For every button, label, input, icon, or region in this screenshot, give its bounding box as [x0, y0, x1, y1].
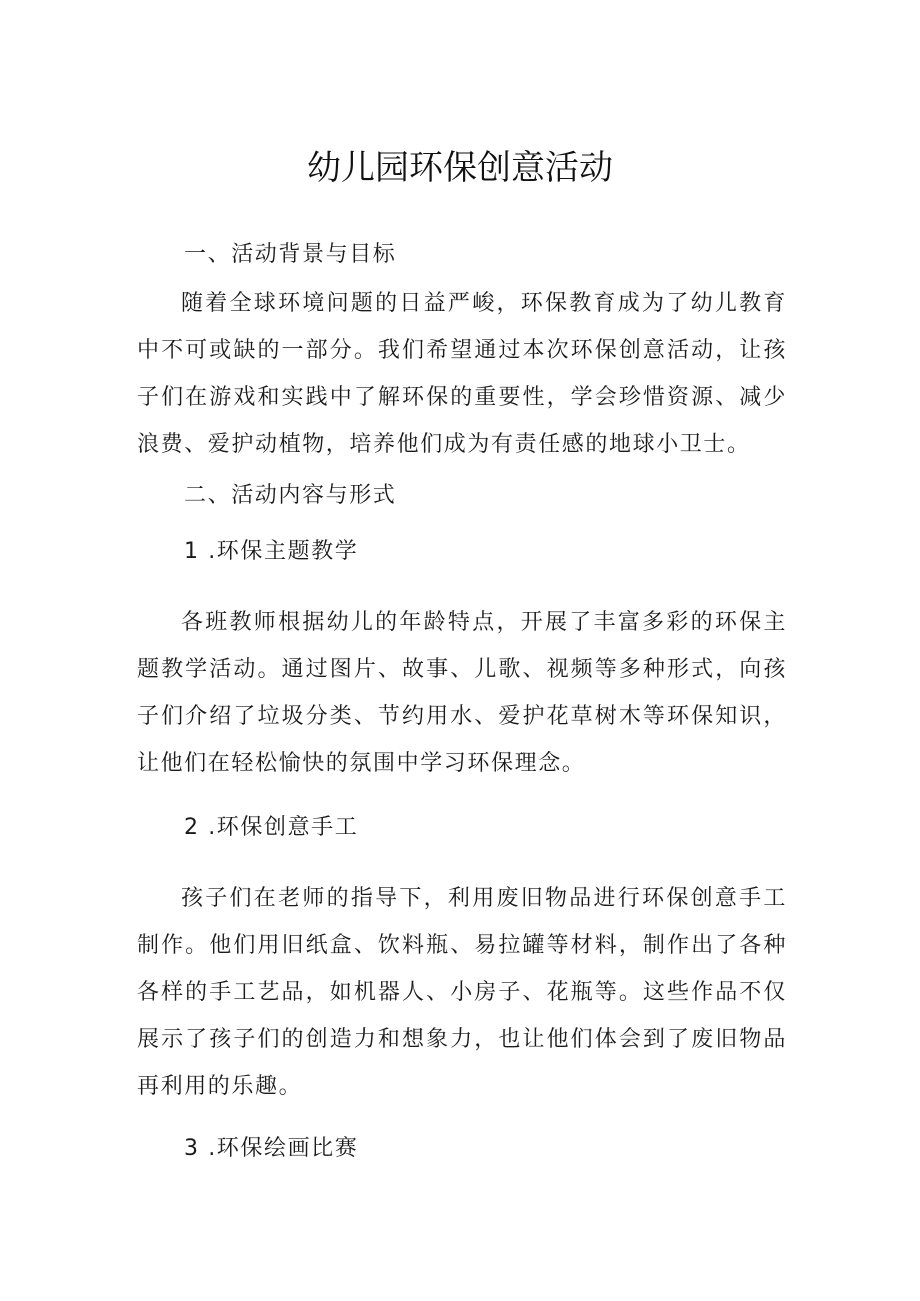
- paragraph-handcraft: 孩子们在老师的指导下，利用废旧物品进行环保创意手工制作。他们用旧纸盒、饮料瓶、易拉罐等材料，制作出了各种各样的手工艺品，如机器人、小房子、花瓶等。这些作品不仅展示了孩子们的创造力和想象力，也让他们体会到了废旧物品再利用的乐趣。: [137, 886, 787, 1099]
- subsection-heading-drawing: 3 .环保绘画比赛: [184, 1136, 359, 1161]
- subsection-heading-handcraft: 2 .环保创意手工: [184, 815, 359, 840]
- section-heading-background: 一、活动背景与目标: [184, 242, 397, 267]
- page-title: 幼儿园环保创意活动: [307, 148, 613, 188]
- section-heading-content: 二、活动内容与形式: [184, 483, 397, 508]
- paragraph-teaching: 各班教师根据幼儿的年龄特点，开展了丰富多彩的环保主题教学活动。通过图片、故事、儿歌、视频等多种形式，向孩子们介绍了垃圾分类、节约用水、爱护花草树木等环保知识，让他们在轻松愉快的氛围中学习环保理念。: [137, 610, 787, 776]
- subsection-heading-teaching: 1 .环保主题教学: [184, 539, 359, 564]
- paragraph-background: 随着全球环境问题的日益严峻，环保教育成为了幼儿教育中不可或缺的一部分。我们希望通过本次环保创意活动，让孩子们在游戏和实践中了解环保的重要性，学会珍惜资源、减少浪费、爱护动植物，培养他们成为有责任感的地球小卫士。: [137, 291, 787, 457]
